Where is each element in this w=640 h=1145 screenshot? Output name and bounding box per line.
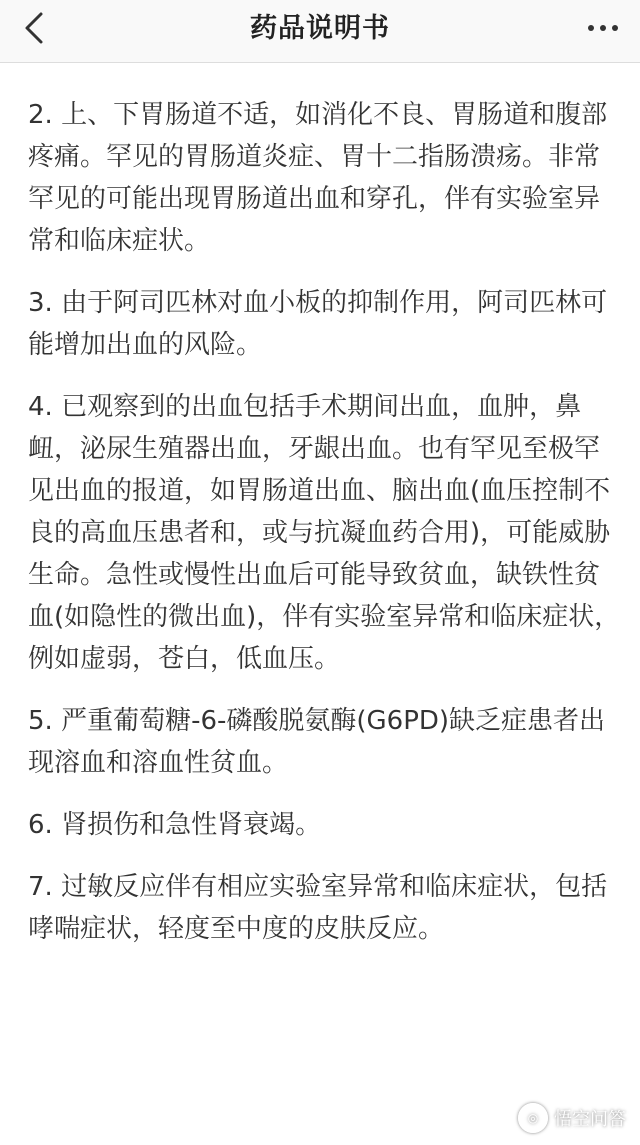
paragraph-item-5: 5. 严重葡萄糖-6-磷酸脱氨酶(G6PD)缺乏症患者出现溶血和溶血性贫血。 [28,706,606,778]
navigation-bar [0,0,640,63]
page-title: 药品说明书 [250,13,390,44]
more-dots-icon [588,25,594,31]
watermark-text: 悟空问答 [554,1109,626,1130]
wukong-logo-icon: ◎ [518,1103,548,1133]
more-button[interactable] [588,18,618,38]
article-content [28,94,624,970]
paragraph-item-2: 2. 上、下胃肠道不适，如消化不良、胃肠道和腹部疼痛。罕见的胃肠道炎症、胃十二指肠溃疡。非常罕见的可能出现胃肠道出血和穿孔，伴有实验室异常和临床症状。 [28,100,608,256]
paragraph-item-6: 6. 肾损伤和急性肾衰竭。 [28,810,322,840]
watermark [518,1103,626,1133]
paragraph-item-3: 3. 由于阿司匹林对血小板的抑制作用，阿司匹林可能增加出血的风险。 [28,288,608,360]
paragraph-item-7: 7. 过敏反应伴有相应实验室异常和临床症状，包括哮喘症状，轻度至中度的皮肤反应。 [28,872,608,944]
paragraph-item-4: 4. 已观察到的出血包括手术期间出血，血肿，鼻衄，泌尿生殖器出血，牙龈出血。也有罕见至极罕见出血的报道，如胃肠道出血、脑出血(血压控制不良的高血压患者和，或与抗凝血药合用)，可能威胁生命。急性或慢性出血后可能导致贫血，缺铁性贫血(如隐性的微出血)，伴有实验室异常和临床症状，例如虚弱，苍白，低血压。 [28,392,621,674]
